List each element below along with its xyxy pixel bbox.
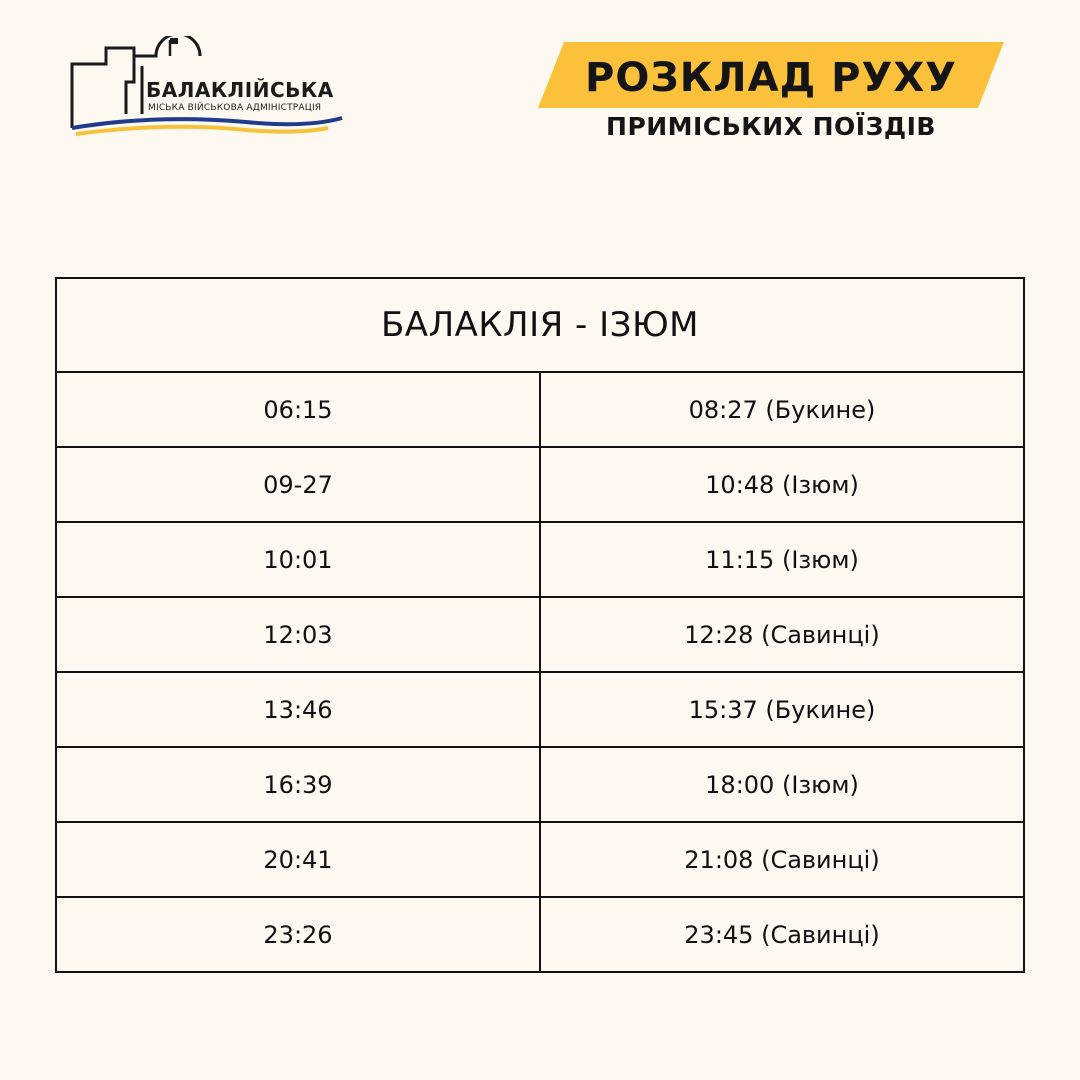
arrival-time: 08:27 (Букине) <box>540 372 1024 447</box>
logo-subtitle: МІСЬКА ВІЙСЬКОВА АДМІНІСТРАЦІЯ <box>148 103 322 113</box>
departure-time: 16:39 <box>56 747 540 822</box>
arrival-time: 10:48 (Ізюм) <box>540 447 1024 522</box>
table-row <box>56 447 1024 522</box>
page-subtitle: ПРИМІСЬКИХ ПОЇЗДІВ <box>606 112 936 141</box>
departure-time: 12:03 <box>56 597 540 672</box>
table-row <box>56 597 1024 672</box>
table-row <box>56 672 1024 747</box>
departure-time: 10:01 <box>56 522 540 597</box>
logo-title: БАЛАКЛІЙСЬКА <box>146 78 334 102</box>
page-title: РОЗКЛАД РУХУ <box>585 55 957 101</box>
train-schedule-table <box>55 277 1025 973</box>
departure-time: 09-27 <box>56 447 540 522</box>
departure-time: 20:41 <box>56 822 540 897</box>
arrival-time: 15:37 (Букине) <box>540 672 1024 747</box>
route-title: БАЛАКЛІЯ - ІЗЮМ <box>56 278 1024 372</box>
city-administration-logo <box>66 36 356 146</box>
route-header-row <box>56 278 1024 372</box>
table-row <box>56 897 1024 972</box>
departure-time: 06:15 <box>56 372 540 447</box>
arrival-time: 23:45 (Савинці) <box>540 897 1024 972</box>
header-banner <box>538 42 1004 108</box>
table-row <box>56 822 1024 897</box>
table-row <box>56 522 1024 597</box>
departure-time: 23:26 <box>56 897 540 972</box>
arrival-time: 18:00 (Ізюм) <box>540 747 1024 822</box>
departure-time: 13:46 <box>56 672 540 747</box>
arrival-time: 12:28 (Савинці) <box>540 597 1024 672</box>
table-row <box>56 372 1024 447</box>
arrival-time: 11:15 (Ізюм) <box>540 522 1024 597</box>
arrival-time: 21:08 (Савинці) <box>540 822 1024 897</box>
table-row <box>56 747 1024 822</box>
